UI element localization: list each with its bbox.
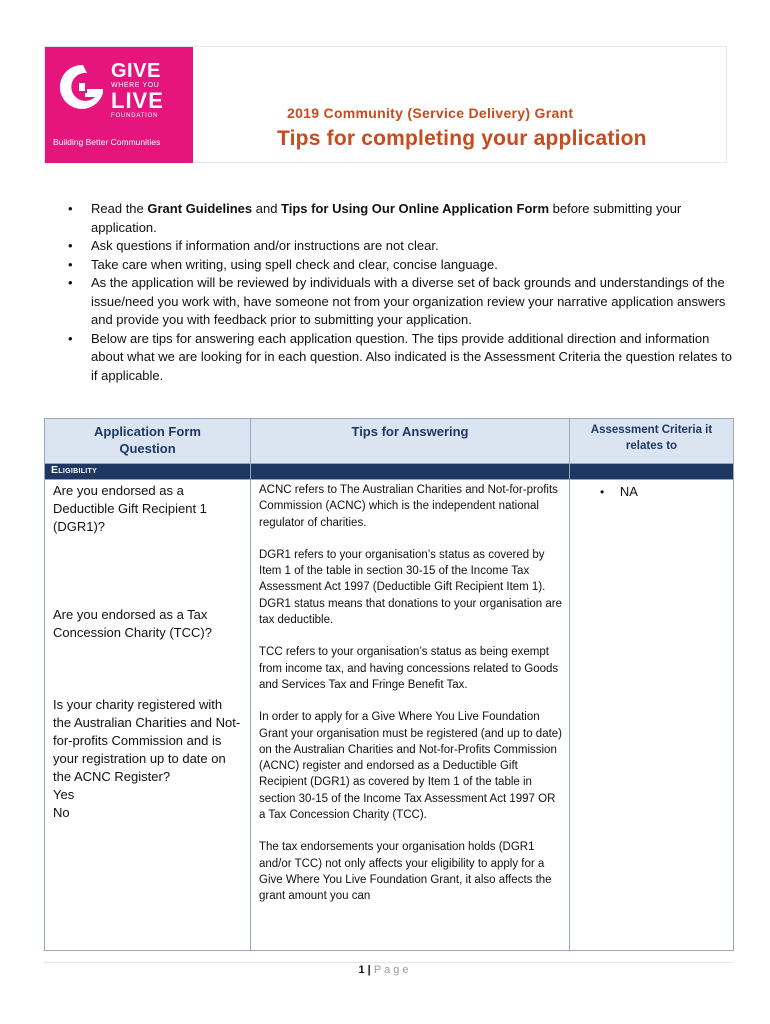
option-yes: Yes [53,787,75,802]
page-number: 1 [358,964,365,976]
logo-tagline: Building Better Communities [53,137,161,147]
section-label: Eligibility [45,464,251,480]
grant-title-text: 2019 Community (Service Delivery) Grant [287,105,574,121]
bullet-icon: • [68,238,73,253]
list-item [68,274,738,330]
logo-foundation: FOUNDATION [111,113,159,119]
logo-give: GIVE [111,60,161,82]
bullet-text-mid: and [252,201,282,216]
tip-tcc: TCC refers to your organisation’s status as being exempt from income tax, and having concessions related to Goods and Services Tax and Fringe Benefit Tax. [259,646,559,691]
footer-divider [44,962,733,963]
logo-live: LIVE [111,88,164,113]
bullet-text: Ask questions if information and/or instructions are not clear. [91,238,439,253]
bullet-icon: • [68,201,73,216]
tip-endorsements: The tax endorsements your organisation holds (DGR1 and/or TCC) not only affects your eligibility to apply for a Give Where You Live Foundation Grant, it also affects the grant amount you can [259,841,552,903]
bullet-icon: • [68,275,73,290]
question-acnc: Is your charity registered with the Australian Charities and Not-for-profits Commission and is your registration up to date on the ACNC Register? [53,697,241,784]
logo-mark-icon [59,61,107,115]
column-header-question: Application Form Question [45,419,251,464]
grant-guidelines-text: Grant Guidelines [147,201,253,216]
page-label: Page [373,964,412,976]
bullet-text: Take care when writing, using spell check and clear, concise language. [91,256,498,272]
grant-title [287,105,573,121]
tip-dgr1: DGR1 refers to your organisation’s status as covered by Item 1 of the table in section 30-15 of the Income Tax Assessment Act 1997 (Deductible Gift Recipient Item 1). DGR1 status means that donations to your organisation are tax deductible. [259,548,563,627]
bullet-text: Below are tips for answering each application question. The tips provide additional direction and information about what we are looking for in each question. Also indicated is the Assessment Criteria the question relates to if applicable. [91,330,732,383]
section-row-eligibility [45,464,734,480]
online-form-tips-text: Tips for Using Our Online Application Form [281,201,550,216]
application-tips-table [44,418,734,951]
bullet-text-post: before submitting your application. [91,201,682,235]
tips-cell [251,480,570,951]
foundation-logo [45,47,193,163]
column-header-criteria: Assessment Criteria it relates to [570,419,734,464]
document-header [44,46,727,163]
list-item [68,237,738,256]
bullet-icon: • [600,485,605,499]
page-separator: | [367,964,371,976]
logo-wordmark [111,61,164,120]
page-title-text: Tips for completing your application [277,127,647,150]
question-cell [45,480,251,951]
page-title [277,127,647,151]
list-item [68,256,738,275]
column-header-tips: Tips for Answering [251,419,570,464]
tip-acnc: ACNC refers to The Australian Charities and Not-for-profits Commission (ACNC) which is the independent national regulator of charities. [259,484,558,529]
section-cell [251,464,570,480]
list-item [68,200,738,237]
tips-bullet-list [68,200,738,385]
question-tcc: Are you endorsed as a Tax Concession Charity (TCC)? [53,607,212,640]
bullet-text: As the application will be reviewed by individuals with a diverse set of back grounds and understandings of the issue/need you work with, have someone not from your organization review your narrative application answers and provide you with feedback prior to submitting your application. [91,275,726,327]
logo-where-you: WHERE YOU [111,82,160,89]
option-no: No [53,805,70,820]
bullet-text-pre: Read the [91,201,148,216]
criteria-value: NA [619,484,638,499]
question-dgr1: Are you endorsed as a Deductible Gift Recipient 1 (DGR1)? [53,483,207,534]
table-header-row [45,419,734,464]
page-footer [0,964,770,976]
criteria-cell [570,480,734,951]
list-item [68,330,738,386]
section-cell [570,464,734,480]
bullet-icon: • [68,256,73,272]
table-row [45,480,734,951]
tip-eligibility: In order to apply for a Give Where You Live Foundation Grant your organisation must be registered (and up to date) on the Australian Charities and Not-for-Profits Commission (ACNC) register and endorsed as a Deductible Gift Recipient (DGR1) as covered by Item 1 of the table in section 30-15 of the Income Tax Assessment Act 1997 OR a Tax Concession Charity (TCC). [259,711,563,822]
bullet-icon: • [68,330,73,346]
